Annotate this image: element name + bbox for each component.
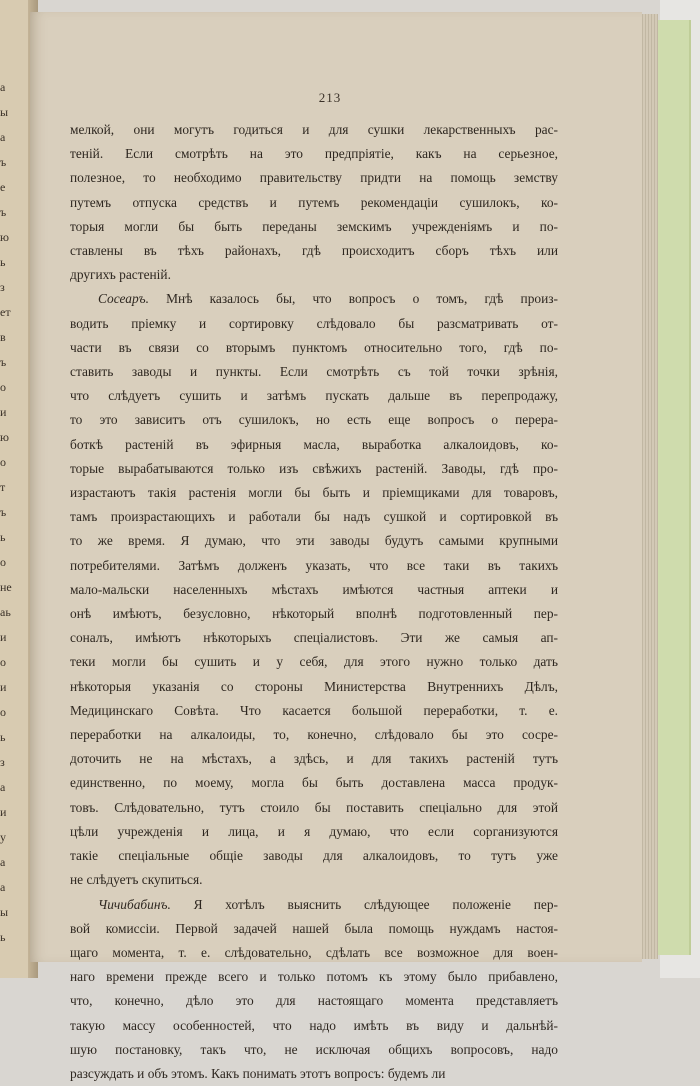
text-line <box>70 215 558 239</box>
text-line <box>70 626 558 650</box>
text-line <box>70 675 558 699</box>
line-text: израстаютъ такія растенія могли бы быть и пріемщиками для товаровъ, <box>70 485 558 501</box>
line-text: не слѣдуетъ скупиться. <box>70 872 203 888</box>
text-line <box>70 529 558 553</box>
text-line <box>70 142 558 166</box>
line-text: другихъ растеній. <box>70 267 171 283</box>
page-body-text <box>70 118 558 1086</box>
left-page-fragment: ы <box>0 105 9 119</box>
text-line <box>70 989 558 1013</box>
text-line <box>70 868 558 892</box>
text-line <box>70 239 558 263</box>
text-line <box>70 723 558 747</box>
line-text: то это зависитъ отъ сушилокъ, но есть еще вопросъ о перера- <box>70 412 558 428</box>
left-page-fragment: ь <box>0 930 6 944</box>
text-line <box>70 263 558 287</box>
line-text: мало-мальски населенныхъ мѣстахъ имѣются частныя аптеки и <box>70 581 558 597</box>
text-line <box>70 166 558 190</box>
left-page-fragment: ю <box>0 430 9 444</box>
line-text: ставлены въ тѣхъ районахъ, гдѣ происходитъ сборъ тѣхъ или <box>70 243 558 259</box>
left-page-fragment: и <box>0 630 7 644</box>
line-text: такую массу особенностей, что надо имѣть въ виду и дальнѣй- <box>70 1017 558 1033</box>
speaker-name: Сосеаръ. <box>98 291 149 307</box>
line-text: щаго момента, т. е. слѣдовательно, сдѣлать все возможное для воен- <box>70 944 558 960</box>
left-page-fragment: а <box>0 855 6 869</box>
left-page-fragment: и <box>0 680 7 694</box>
left-page-fragment: о <box>0 655 6 669</box>
left-page-fragment: и <box>0 805 7 819</box>
line-text: торые вырабатываются только изъ свѣжихъ растеній. Заводы, гдѣ про- <box>70 460 558 476</box>
text-line <box>70 747 558 771</box>
left-page-fragment: и <box>0 405 7 419</box>
left-page-fragment: о <box>0 705 6 719</box>
text-line <box>70 917 558 941</box>
left-page-fragment: ъ <box>0 505 7 519</box>
text-line <box>70 191 558 215</box>
text-line <box>70 1062 558 1086</box>
text-line <box>70 820 558 844</box>
text-line <box>70 481 558 505</box>
text-line <box>70 1014 558 1038</box>
left-page-text-fragments <box>0 80 28 955</box>
left-page-fragment: аь <box>0 605 11 619</box>
left-page-fragment: з <box>0 280 5 294</box>
text-line <box>70 505 558 529</box>
left-page-fragment: ы <box>0 905 9 919</box>
text-line <box>70 554 558 578</box>
line-text: такіе спеціальные общіе заводы для алкалоидовъ, то тутъ уже <box>70 848 558 864</box>
left-page-fragment: з <box>0 755 5 769</box>
page-number: 213 <box>318 90 342 105</box>
line-text: доточить не на мѣстахъ, а здѣсь, и для такихъ растеній тутъ <box>70 751 558 767</box>
text-line <box>70 650 558 674</box>
left-page-fragment: ъ <box>0 155 7 169</box>
book-cover-edge <box>655 20 691 955</box>
line-text: части въ связи со вторымъ пунктомъ относительно того, гдѣ по- <box>70 339 558 355</box>
line-text: цѣли учрежденія и лица, и я думаю, что если сорганизуются <box>70 823 558 839</box>
line-text: полезное, то необходимо правительству придти на помощь земству <box>70 170 558 186</box>
left-page-fragment: в <box>0 330 6 344</box>
line-text: товъ. Слѣдовательно, тутъ стоило бы поставить спеціально для этой <box>70 799 558 815</box>
left-page-fragment: ъ <box>0 355 7 369</box>
left-page-fragment: о <box>0 380 6 394</box>
line-text: теній. Если смотрѣть на это предпріятіе, какъ на серьезное, <box>70 146 558 162</box>
left-page-fragment: о <box>0 455 6 469</box>
left-page-fragment: ь <box>0 255 6 269</box>
left-page-fragment: ю <box>0 230 9 244</box>
line-text: мелкой, они могутъ годиться и для сушки лекарственныхъ рас- <box>70 122 558 137</box>
line-text: шую постановку, такъ что, не исключая общихъ вопросовъ, надо <box>70 1041 558 1057</box>
text-line <box>70 699 558 723</box>
left-page-fragment: о <box>0 555 6 569</box>
line-text: потребителями. Затѣмъ долженъ указать, что все таки въ такихъ <box>70 557 558 573</box>
left-page-fragment: е <box>0 180 6 194</box>
text-line <box>70 941 558 965</box>
text-line <box>70 965 558 989</box>
speaker-name: Чичибабинъ. <box>98 896 171 912</box>
left-page-fragment: ъ <box>0 205 7 219</box>
line-text: водить пріемку и сортировку слѣдовало бы разсматривать от- <box>70 315 558 331</box>
text-line <box>70 796 558 820</box>
left-page-fragment: т <box>0 480 6 494</box>
text-line <box>70 336 558 360</box>
text-line <box>70 844 558 868</box>
line-text: что, конечно, дѣло это для настоящаго момента представляетъ <box>70 993 558 1009</box>
line-text: разсуждать и объ этомъ. Какъ понимать этотъ вопросъ: будемъ ли <box>70 1065 446 1081</box>
text-line <box>70 287 558 311</box>
line-text: путемъ отпуска средствъ и путемъ рекомендаціи сушилокъ, ко- <box>70 194 558 210</box>
page-edges <box>640 14 658 959</box>
line-text: торыя могли бы быть переданы земскимъ учрежденіямъ и по- <box>70 218 558 234</box>
text-line <box>70 602 558 626</box>
line-text: онѣ имѣютъ, безусловно, нѣкоторый вполнѣ подготовленный пер- <box>70 606 558 622</box>
text-line <box>70 457 558 481</box>
line-text: соналъ, имѣютъ нѣкоторыхъ спеціалистовъ. Эти же самыя ап- <box>70 630 558 646</box>
left-page-fragment: а <box>0 880 6 894</box>
left-page-fragment: ь <box>0 730 6 744</box>
left-page-fragment: а <box>0 80 6 94</box>
text-line <box>70 408 558 432</box>
line-text: Медицинскаго Совѣта. Что касается большой переработки, т. е. <box>70 702 558 718</box>
left-page-fragment: а <box>0 130 6 144</box>
line-text: теки могли бы сушить и у себя, для этого нужно только дать <box>70 654 558 670</box>
text-line <box>70 312 558 336</box>
line-text: что слѣдуетъ сушить и затѣмъ пускать дальше въ перепродажу, <box>70 388 558 404</box>
left-page-fragment: ь <box>0 530 6 544</box>
left-page-fragment: не <box>0 580 12 594</box>
line-text: Мнѣ казалось бы, что вопросъ о томъ, гдѣ произ- <box>148 291 558 307</box>
text-line <box>70 893 558 917</box>
line-text: ставить заводы и пункты. Если смотрѣть съ той точки зрѣнія, <box>70 364 558 380</box>
line-text: нѣкоторыя указанія со стороны Министерства Внутреннихъ Дѣлъ, <box>70 678 558 694</box>
line-text: вой комиссіи. Первой задачей нашей была помощь нуждамъ настоя- <box>70 920 558 936</box>
line-text: единственно, по моему, могла бы быть доставлена масса продук- <box>70 775 558 791</box>
line-text: Я хотѣлъ выяснить слѣдующее положеніе пер- <box>170 896 558 912</box>
left-page-fragment: у <box>0 830 6 844</box>
left-page-fragment: а <box>0 780 6 794</box>
line-text: боткѣ растеній въ эфирныя масла, выработка алкалоидовъ, ко- <box>70 436 558 452</box>
text-line <box>70 360 558 384</box>
line-text: то же время. Я думаю, что эти заводы будутъ самыми крупными <box>70 533 558 549</box>
left-page-fragment: ет <box>0 305 11 319</box>
text-line <box>70 578 558 602</box>
line-text: тамъ произрастающихъ и работали бы надъ сушкой и сортировкой въ <box>70 509 558 525</box>
text-line <box>70 771 558 795</box>
line-text: наго времени прежде всего и только потомъ къ этому было прибавлено, <box>70 969 558 985</box>
text-line <box>70 118 558 142</box>
line-text: переработки на алкалоиды, то, конечно, слѣдовало бы это сосре- <box>70 727 558 743</box>
text-line <box>70 384 558 408</box>
text-line <box>70 1038 558 1062</box>
text-line <box>70 433 558 457</box>
